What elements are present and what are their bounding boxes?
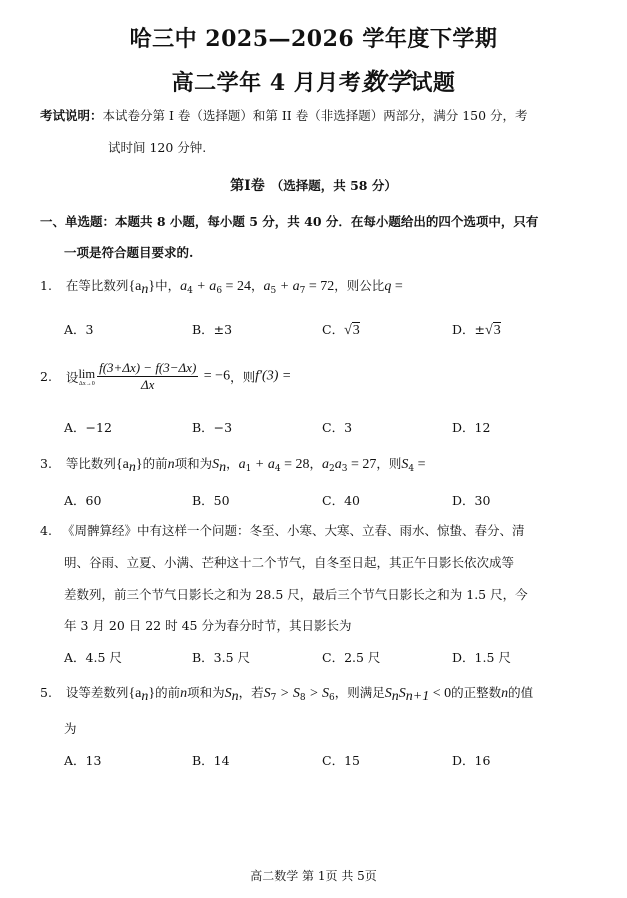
- exam-notice-line1: [40, 106, 528, 124]
- question-1: [40, 276, 403, 298]
- q5-option-b: B．14: [192, 753, 230, 768]
- q5-post: 的值: [508, 685, 534, 700]
- q2-numerator: f(3+Δx) − f(3−Δx): [99, 360, 197, 375]
- q5-pre: 设等差数列: [65, 685, 129, 700]
- q2-option-b: B．−3: [192, 420, 233, 435]
- q5-text: [65, 685, 534, 704]
- q5-option-c: C．15: [322, 753, 360, 768]
- q1-option-d-sqrt: √3: [485, 323, 501, 338]
- q2-denominator: Δx: [140, 377, 155, 392]
- q1-text: [65, 278, 403, 297]
- q3-seq-sub: n: [128, 460, 136, 475]
- q5-prod-r: < 0: [429, 686, 452, 701]
- q3-eq2-s1: 2: [329, 464, 335, 474]
- q1-eq2-s1: 5: [270, 286, 277, 296]
- q3-eq2-r: = 27: [347, 457, 377, 472]
- q4-line2: 明、谷雨、立夏、小满、芒种这十二个节气，自冬至日起，其正午日影长依次成等: [64, 555, 515, 570]
- q5-seq-end: }: [148, 686, 156, 701]
- q3-eq1-r: = 28: [280, 457, 310, 472]
- q3-eq1: a: [238, 457, 246, 472]
- question-number: 5.: [40, 685, 52, 700]
- question-number: 1.: [40, 278, 52, 293]
- q5-prod: S: [384, 686, 392, 701]
- q1-option-b: B．±3: [192, 322, 233, 337]
- q1-option-c-rad: 3: [352, 323, 360, 338]
- q5-ineq-s3: 6: [329, 693, 335, 703]
- q3-S: S: [212, 457, 220, 472]
- q5-n2: n: [501, 686, 509, 701]
- q3-eq1-s1: 1: [245, 464, 252, 474]
- exam-notice-line2: 试时间 120 分钟.: [108, 140, 207, 155]
- q1-var: q: [384, 279, 392, 294]
- exam-title-line2: [0, 62, 627, 97]
- q3-mid2: 项和为: [174, 456, 213, 471]
- volume-title: 第I卷: [230, 178, 265, 194]
- q2-limit: [78, 367, 95, 387]
- q1-eq2-p: + a: [276, 279, 300, 294]
- q4-line3: 差数列，前三个节气日影长之和为 28.5 尺，最后三个节气日影长之和为 1.5 尺，今: [64, 587, 528, 602]
- q2-lim: lim: [78, 366, 96, 381]
- section-instructions-line1: 一、单选题：本题共 8 小题，每小题 5 分，共 40 分．在每小题给出的四个选项中，只有: [40, 214, 539, 229]
- q2-ask: f′(3) =: [255, 368, 292, 384]
- q1-eq1-s1: 4: [187, 286, 193, 296]
- q1-eq2-r: = 72: [305, 279, 335, 294]
- q1-option-a: A．3: [64, 322, 94, 337]
- q5-prod-p: S: [398, 686, 406, 701]
- q1-option-c-sqrt: √3: [344, 323, 360, 338]
- q1-post: ，则公比: [334, 278, 385, 293]
- title-suffix: 试题: [410, 70, 456, 96]
- q1-option-c: [322, 320, 360, 339]
- q1-option-d: [452, 320, 501, 339]
- question-4-line1: [40, 521, 524, 539]
- q3-option-a: A．60: [64, 493, 102, 508]
- q2-option-d: D．12: [452, 420, 491, 435]
- q5-ineq-s1: 7: [270, 693, 277, 703]
- q3-eq1-s2: 4: [274, 464, 281, 474]
- q3-S-sub: n: [219, 460, 227, 475]
- question-2: [40, 360, 291, 393]
- q3-seq: {a: [115, 457, 129, 472]
- q5-line2: 为: [64, 721, 77, 736]
- q2-lim-sub: Δx→0: [78, 380, 95, 387]
- q1-eq1-s2: 6: [216, 286, 223, 296]
- q4-option-c: C．2.5 尺: [322, 650, 381, 665]
- q1-option-d-pre: D．±: [452, 322, 485, 337]
- notice-text-1: 本试卷分第 I 卷（选择题）和第 II 卷（非选择题）两部分，满分 150 分，考: [102, 108, 528, 123]
- q5-prod-s2: n+1: [405, 689, 430, 704]
- q5-mid: 的前: [155, 685, 181, 700]
- q2-post: ，则: [230, 369, 256, 385]
- q1-pre: 在等比数列: [65, 278, 129, 293]
- q3-sep2: ，: [309, 456, 322, 471]
- q1-eq2-s2: 7: [299, 286, 306, 296]
- q3-option-b: B．50: [192, 493, 230, 508]
- q4-option-b: B．3.5 尺: [192, 650, 251, 665]
- q3-eq1-p: + a: [251, 457, 275, 472]
- q4-line4: 年 3 月 20 日 22 时 45 分为春分时节，其日影长为: [64, 618, 352, 633]
- page-footer: 高二数学 第 1页 共 5页: [250, 869, 377, 883]
- q3-eq2-p: a: [334, 457, 342, 472]
- q3-post: ，则: [376, 456, 402, 471]
- q5-ineq: S: [263, 686, 271, 701]
- q1-seq-end: }: [148, 279, 156, 294]
- question-number: 3.: [40, 456, 52, 471]
- q1-seq: {a: [128, 279, 142, 294]
- q3-eq2-s2: 3: [341, 464, 348, 474]
- question-number: 4.: [40, 523, 52, 538]
- q2-option-c: C．3: [322, 420, 353, 435]
- question-5: [40, 683, 533, 705]
- q3-ask-sub: 4: [408, 464, 415, 474]
- notice-label: 考试说明：: [40, 108, 103, 123]
- q5-n: n: [180, 686, 188, 701]
- q5-ineq-g2: > S: [305, 686, 330, 701]
- q3-option-d: D．30: [452, 493, 491, 508]
- q4-option-a: A．4.5 尺: [64, 650, 122, 665]
- q5-seq-sub: n: [141, 689, 149, 704]
- q5-ineq-s2: 8: [299, 693, 306, 703]
- q5-mid5: 的正整数: [451, 685, 502, 700]
- q1-eq: =: [391, 279, 403, 294]
- q3-mid: 的前: [142, 456, 168, 471]
- question-number: 2.: [40, 369, 52, 384]
- title-prefix: 高二学年 4 月月考: [171, 70, 362, 96]
- q2-pre: 设: [65, 369, 79, 385]
- q2-option-a: A．−12: [64, 420, 112, 435]
- q3-text: [65, 456, 426, 475]
- q2-rhs: = −6: [200, 368, 231, 384]
- q3-seq-end: }: [135, 457, 143, 472]
- q3-pre: 等比数列: [65, 456, 116, 471]
- q5-mid4: ，则满足: [334, 685, 385, 700]
- q1-option-c-pre: C．: [322, 322, 345, 337]
- volume-subtitle: （选择题，共 58 分）: [270, 178, 397, 193]
- q5-seq: {a: [128, 686, 142, 701]
- q2-fraction: [97, 360, 198, 393]
- q3-ask: S: [401, 457, 409, 472]
- section-instructions-line2: 一项是符合题目要求的.: [64, 245, 194, 260]
- question-3: [40, 454, 426, 476]
- q3-n: n: [167, 457, 175, 472]
- q5-mid3: ，若: [238, 685, 264, 700]
- title-subject: 数学: [361, 67, 411, 96]
- q1-eq2: a: [263, 279, 271, 294]
- q1-eq1-r: = 24: [222, 279, 251, 294]
- q3-option-c: C．40: [322, 493, 360, 508]
- q3-eq2: a: [322, 457, 329, 472]
- q1-eq1: a: [180, 279, 188, 294]
- q1-seq-sub: n: [141, 282, 149, 297]
- q4-option-d: D．1.5 尺: [452, 650, 511, 665]
- q5-ineq-g1: > S: [276, 686, 300, 701]
- q5-S: S: [224, 686, 232, 701]
- q1-mid: 中，: [155, 278, 181, 293]
- exam-title-line1: 哈三中 2025—2026 学年度下学期: [129, 26, 498, 52]
- volume-heading: [0, 175, 627, 195]
- q5-S-sub: n: [231, 689, 239, 704]
- q5-prod-s1: n: [391, 689, 399, 704]
- q4-line1: 《周髀算经》中有这样一个问题：冬至、小寒、大寒、立春、雨水、惊蛰、春分、清: [61, 523, 525, 538]
- q5-mid2: 项和为: [187, 685, 225, 700]
- q5-option-a: A．13: [64, 753, 102, 768]
- q5-option-d: D．16: [452, 753, 491, 768]
- q1-option-d-rad: 3: [493, 323, 501, 338]
- q3-sep: ，: [226, 456, 239, 471]
- q1-eq1-p: + a: [192, 279, 217, 294]
- q3-ask-eq: =: [414, 457, 426, 472]
- q1-sep: ，: [250, 278, 264, 293]
